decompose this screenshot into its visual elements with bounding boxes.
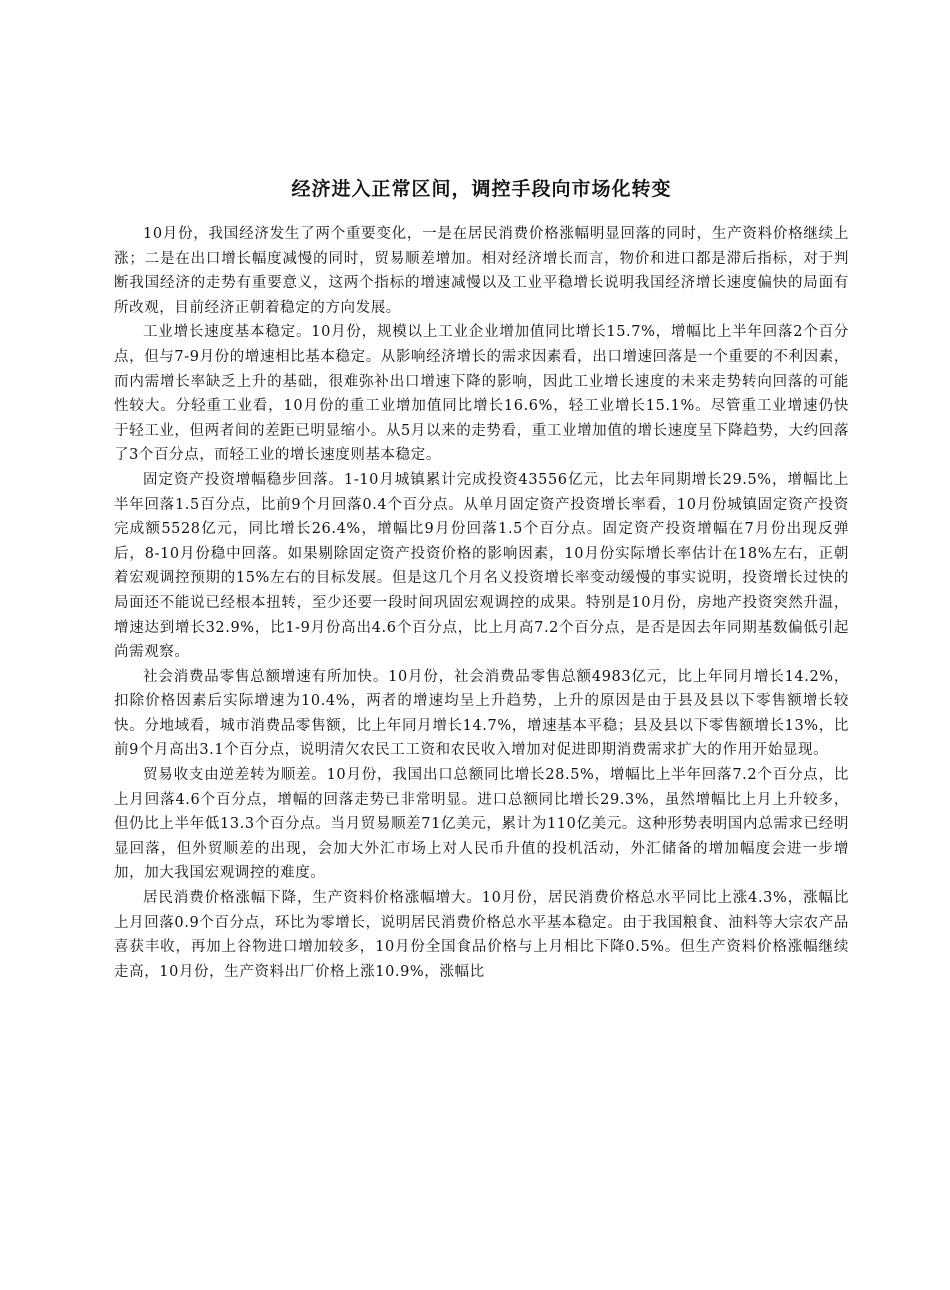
paragraph-industry: 工业增长速度基本稳定。10月份，规模以上工业企业增加值同比增长15.7%，增幅比上半年回落2个百分点，但与7-9月份的增速相比基本稳定。从影响经济增长的需求因素看，出口增速回落是一个重要的不利因素，而内需增长率缺乏上升的基础，很难弥补出口增速下降的影响，因此工业增长速度的未来走势转向回落的可能性较大。分轻重工业看，10月份的重工业增加值同比增长16.6%，轻工业增长15.1%。尽管重工业增速仍快于轻工业，但两者间的差距已明显缩小。从5月以来的走势看，重工业增加值的增长速度呈下降趋势，大约回落了3个百分点，而轻工业的增长速度则基本稳定。 <box>114 324 849 464</box>
document-title: 经济进入正常区间，调控手段向市场化转变 <box>291 178 672 200</box>
paragraph-trade: 贸易收支由逆差转为顺差。10月份，我国出口总额同比增长28.5%，增幅比上半年回落7.2个百分点，比上月回落4.6个百分点，增幅的回落走势已非常明显。进口总额同比增长29.3%，虽然增幅比上月上升较多，但仍比上半年低13.3个百分点。当月贸易顺差71亿美元，累计为110亿美元。这种形势表明国内总需求已经明显回落，但外贸顺差的出现，会加大外汇市场上对人民币升值的投机活动，外汇储备的增加幅度会进一步增加，加大我国宏观调控的难度。 <box>114 767 849 882</box>
paragraph-investment: 固定资产投资增幅稳步回落。1-10月城镇累计完成投资43556亿元，比去年同期增长29.5%，增幅比上半年回落1.5百分点，比前9个月回落0.4个百分点。从单月固定资产投资增长率看，10月份城镇固定资产投资完成额5528亿元，同比增长26.4%，增幅比9月份回落1.5个百分点。固定资产投资增幅在7月份出现反弹后，8-10月份稳中回落。如果剔除固定资产投资价格的影响因素，10月份实际增长率估计在18%左右，正朝着宏观调控预期的15%左右的目标发展。但是这几个月名义投资增长率变动缓慢的事实说明，投资增长过快的局面还不能说已经根本扭转，至少还要一段时间巩固宏观调控的成果。特别是10月份，房地产投资突然升温，增速达到增长32.9%，比1-9月份高出4.6个百分点，比上月高7.2个百分点，是否是因去年同期基数偏低引起尚需观察。 <box>114 471 849 661</box>
paragraph-prices: 居民消费价格涨幅下降，生产资料价格涨幅增大。10月份，居民消费价格总水平同比上涨4.3%，涨幅比上月回落0.9个百分点，环比为零增长，说明居民消费价格总水平基本稳定。由于我国粮食、油料等大宗农产品喜获丰收，再加上谷物进口增加较多，10月份全国食品价格与上月相比下降0.5%。但生产资料价格涨幅继续走高，10月份，生产资料出厂价格上涨10.9%，涨幅比 <box>114 890 849 980</box>
document-page <box>114 174 849 984</box>
paragraph-retail: 社会消费品零售总额增速有所加快。10月份，社会消费品零售总额4983亿元，比上年同月增长14.2%，扣除价格因素后实际增速为10.4%，两者的增速均呈上升趋势，上升的原因是由于县及县以下零售额增长较快。分地域看，城市消费品零售额，比上年同月增长14.7%，增速基本平稳；县及县以下零售额增长13%，比前9个月高出3.1个百分点，说明清欠农民工工资和农民收入增加对促进即期消费需求扩大的作用开始显现。 <box>114 668 849 759</box>
paragraph-intro: 10月份，我国经济发生了两个重要变化，一是在居民消费价格涨幅明显回落的同时，生产资料价格继续上涨；二是在出口增长幅度减慢的同时，贸易顺差增加。相对经济增长而言，物价和进口都是滞后指标，对于判断我国经济的走势有重要意义，这两个指标的增速减慢以及工业平稳增长说明我国经济增长速度偏快的局面有所改观，目前经济正朝着稳定的方向发展。 <box>114 226 849 316</box>
